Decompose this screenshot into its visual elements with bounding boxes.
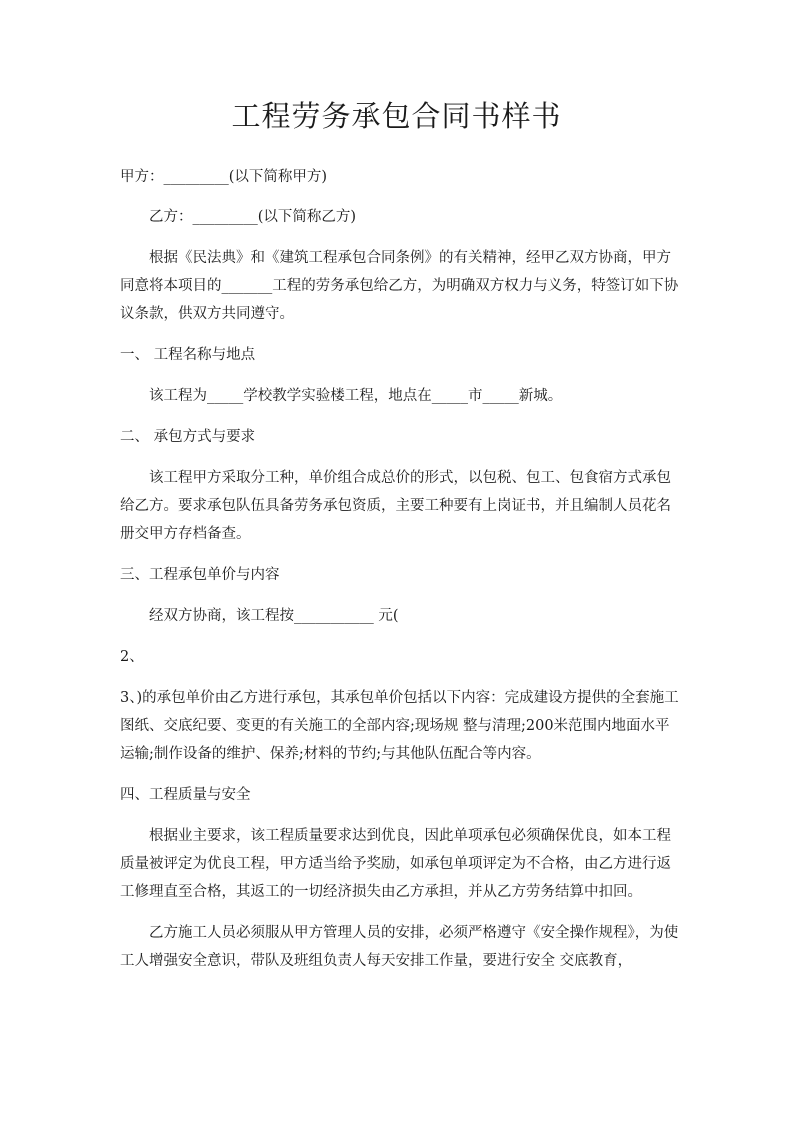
section-3-paragraph: 经双方协商，该工程按___________ 元( xyxy=(149,608,399,624)
document-body xyxy=(120,163,680,975)
party-b-line: 乙方：_________(以下简称乙方) xyxy=(149,209,357,225)
section-heading-1: 一、 工程名称与地点 xyxy=(120,347,256,363)
document-title: 工程劳务承包合同书样书 xyxy=(231,99,562,133)
party-a-line: 甲方：_________(以下简称甲方) xyxy=(120,169,328,185)
section-1-paragraph: 该工程为_____学校教学实验楼工程，地点在_____市_____新城。 xyxy=(149,388,563,404)
section-2-paragraph: 该工程甲方采取分工种，单价组合成总价的形式，以包税、包工、包食宿方式承包给乙方。要求承包队伍具备劳务承包资质，主要工种要有上岗证书，并且编制人员花名册交甲方存档备查。 xyxy=(120,470,671,542)
section-4-paragraph-1: 根据业主要求，该工程质量要求达到优良，因此单项承包必须确保优良，如本工程质量被评定为优良工程，甲方适当给予奖励，如承包单项评定为不合格，由乙方进行返工修理直至合格，其返工的一切经济损失由乙方承担，并从乙方劳务结算中扣回。 xyxy=(120,828,671,900)
list-item-3: 3、)的承包单价由乙方进行承包，其承包单价包括以下内容：完成建设方提供的全套施工图纸、交底纪要、变更的有关施工的全部内容;现场规 整与清理;200米范围内地面水平运输;制作设备的维护、保养;材料的节约;与其他队伍配合等内容。 xyxy=(120,690,679,762)
section-heading-4: 四、工程质量与安全 xyxy=(120,787,251,803)
section-heading-3: 三、工程承包单价与内容 xyxy=(120,567,280,583)
preamble-paragraph: 根据《民法典》和《建筑工程承包合同条例》的有关精神，经甲乙双方协商，甲方同意将本项目的_______工程的劳务承包给乙方，为明确双方权力与义务，特签订如下协议条款，供双方共同遵守。 xyxy=(120,250,679,322)
section-4-paragraph-2: 乙方施工人员必须服从甲方管理人员的安排，必须严格遵守《安全操作规程》，为使工人增强安全意识，带队及班组负责人每天安排工作量，要进行安全 交底教育， xyxy=(120,925,679,969)
list-item-2: 2、 xyxy=(120,649,144,665)
section-heading-2: 二、 承包方式与要求 xyxy=(120,429,256,445)
